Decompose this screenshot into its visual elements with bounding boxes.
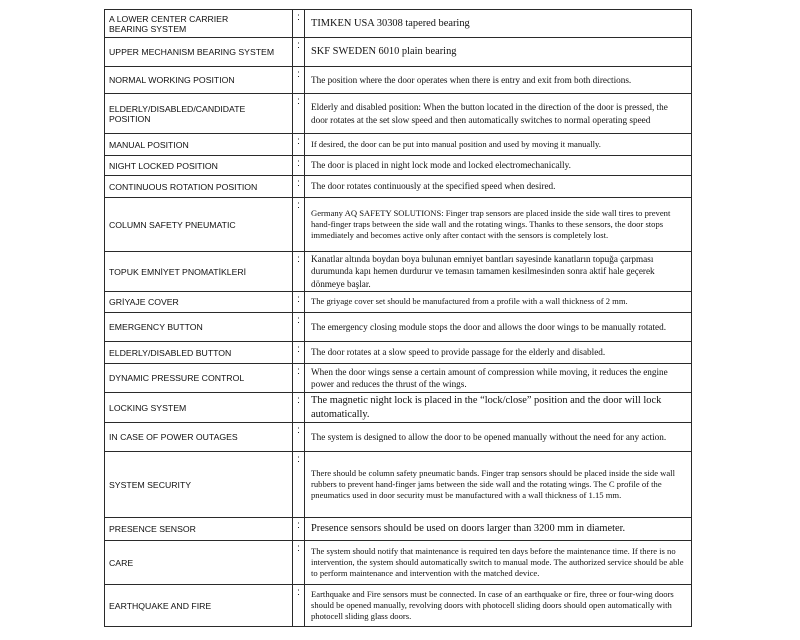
row-label: ELDERLY/DISABLED/CANDIDATE POSITION xyxy=(105,94,293,134)
row-label: SYSTEM SECURITY xyxy=(105,452,293,518)
table-row xyxy=(105,423,692,452)
row-value: When the door wings sense a certain amount of compression while moving, it reduces the engine power and reduces the thrust of the wings. xyxy=(305,364,692,393)
row-separator: : xyxy=(293,452,305,518)
row-value: The emergency closing module stops the door and allows the door wings to be manually rotated. xyxy=(305,313,692,342)
table-row xyxy=(105,292,692,313)
row-value: The griyage cover set should be manufactured from a profile with a wall thickness of 2 mm. xyxy=(305,292,692,313)
table-row xyxy=(105,313,692,342)
row-separator: : xyxy=(293,393,305,423)
row-value: The door rotates continuously at the specified speed when desired. xyxy=(305,176,692,198)
specification-table xyxy=(104,9,692,627)
row-separator: : xyxy=(293,342,305,364)
row-value: Elderly and disabled position: When the button located in the direction of the door is pressed, the door rotates at the set slow speed and then automatically switches to normal operating speed xyxy=(305,94,692,134)
row-separator: : xyxy=(293,176,305,198)
row-value: Germany AQ SAFETY SOLUTIONS: Finger trap sensors are placed inside the side wall tires to prevent hand-finger traps between the side wall and the rotating wings. Thanks to these sensors, the door stops immediately and becomes active only after contact with the sensors is completely lost. xyxy=(305,198,692,252)
row-separator: : xyxy=(293,252,305,292)
row-value: The door is placed in night lock mode and locked electromechanically. xyxy=(305,156,692,176)
row-value: There should be column safety pneumatic bands. Finger trap sensors should be placed inside the side wall rubbers to prevent hand-finger jams between the side wall and the rotating wings. The C profile of the pneumatics used in door security must be manufactured with a wall thickness of 1.15 mm. xyxy=(305,452,692,518)
row-separator: : xyxy=(293,423,305,452)
row-label: NORMAL WORKING POSITION xyxy=(105,67,293,94)
row-separator: : xyxy=(293,94,305,134)
row-separator: : xyxy=(293,518,305,541)
row-label: COLUMN SAFETY PNEUMATIC xyxy=(105,198,293,252)
table-row xyxy=(105,156,692,176)
row-separator: : xyxy=(293,541,305,585)
row-label: GRİYAJE COVER xyxy=(105,292,293,313)
table-row xyxy=(105,38,692,67)
row-separator: : xyxy=(293,10,305,38)
row-separator: : xyxy=(293,67,305,94)
row-value: Kanatlar altında boydan boya bulunan emniyet bantları sayesinde kanatların topuğa çarpması durumunda kapı hemen durdurur ve temasın tamamen kesilmesinden sonra aktif hale geçerek dönmeye başlar. xyxy=(305,252,692,292)
table-row xyxy=(105,541,692,585)
table-row xyxy=(105,252,692,292)
table-row xyxy=(105,342,692,364)
table-row xyxy=(105,393,692,423)
row-separator: : xyxy=(293,585,305,627)
row-label: TOPUK EMNİYET PNOMATİKLERİ xyxy=(105,252,293,292)
table-row xyxy=(105,518,692,541)
row-value: The door rotates at a slow speed to provide passage for the elderly and disabled. xyxy=(305,342,692,364)
row-label: ELDERLY/DISABLED BUTTON xyxy=(105,342,293,364)
row-separator: : xyxy=(293,292,305,313)
row-label: EARTHQUAKE AND FIRE xyxy=(105,585,293,627)
row-separator: : xyxy=(293,134,305,156)
table-row xyxy=(105,134,692,156)
table-row xyxy=(105,364,692,393)
table-row xyxy=(105,198,692,252)
table-row xyxy=(105,452,692,518)
row-value: SKF SWEDEN 6010 plain bearing xyxy=(305,38,692,67)
row-label: EMERGENCY BUTTON xyxy=(105,313,293,342)
row-label: LOCKING SYSTEM xyxy=(105,393,293,423)
row-value: The system should notify that maintenance is required ten days before the maintenance time. If there is no intervention, the system should automatically switch to manual mode. The authorized service should be able to perform maintenance and intervention with the matched device. xyxy=(305,541,692,585)
row-value: If desired, the door can be put into manual position and used by moving it manually. xyxy=(305,134,692,156)
table-row xyxy=(105,67,692,94)
row-label: PRESENCE SENSOR xyxy=(105,518,293,541)
row-label: UPPER MECHANISM BEARING SYSTEM xyxy=(105,38,293,67)
row-separator: : xyxy=(293,156,305,176)
row-value: The system is designed to allow the door to be opened manually without the need for any action. xyxy=(305,423,692,452)
row-label: NIGHT LOCKED POSITION xyxy=(105,156,293,176)
table-row xyxy=(105,94,692,134)
row-label: MANUAL POSITION xyxy=(105,134,293,156)
row-separator: : xyxy=(293,364,305,393)
row-value: The position where the door operates when there is entry and exit from both directions. xyxy=(305,67,692,94)
row-label: A LOWER CENTER CARRIER BEARING SYSTEM xyxy=(105,10,293,38)
row-label: IN CASE OF POWER OUTAGES xyxy=(105,423,293,452)
row-label: DYNAMIC PRESSURE CONTROL xyxy=(105,364,293,393)
row-value: Earthquake and Fire sensors must be connected. In case of an earthquake or fire, three or four-wing doors should be opened manually, revolving doors with photocell sliding doors should open automatically with photocell sliding glass doors. xyxy=(305,585,692,627)
table-row xyxy=(105,585,692,627)
row-label: CONTINUOUS ROTATION POSITION xyxy=(105,176,293,198)
row-label: CARE xyxy=(105,541,293,585)
row-value: TIMKEN USA 30308 tapered bearing xyxy=(305,10,692,38)
row-value: The magnetic night lock is placed in the “lock/close” position and the door will lock automatically. xyxy=(305,393,692,423)
table-row xyxy=(105,176,692,198)
row-value: Presence sensors should be used on doors larger than 3200 mm in diameter. xyxy=(305,518,692,541)
row-separator: : xyxy=(293,38,305,67)
row-separator: : xyxy=(293,313,305,342)
table-row xyxy=(105,10,692,38)
row-separator: : xyxy=(293,198,305,252)
